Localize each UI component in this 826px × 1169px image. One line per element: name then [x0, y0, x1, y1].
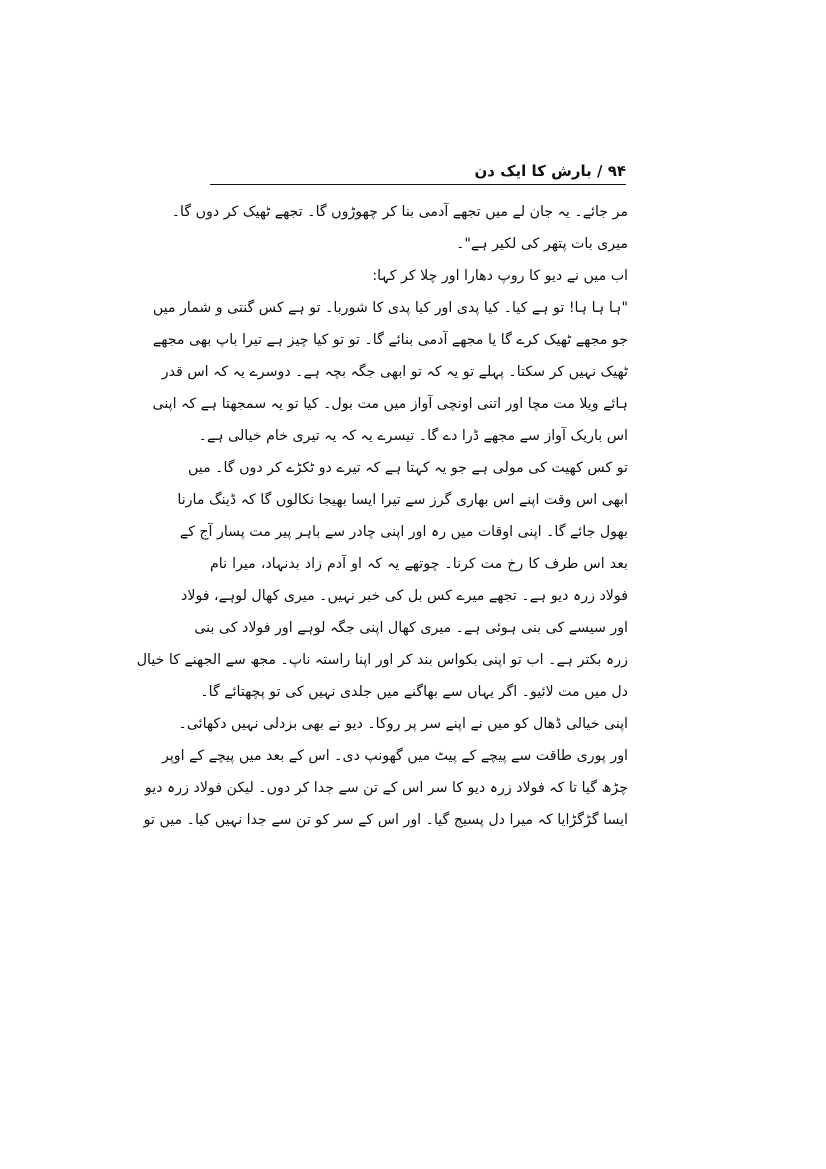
text-line: اپنی خیالی ڈھال کو میں نے اپنے سر پر روکا۔ دیو نے بھی بزدلی نہیں دکھائی۔: [178, 716, 628, 732]
book-title: بارش کا ایک دن: [474, 162, 592, 180]
text-line: میری بات پتھر کی لکیر ہے"۔: [456, 236, 628, 252]
header-separator: /: [596, 162, 603, 180]
body-text: [136, 196, 628, 836]
text-line: ٹھیک نہیں کر سکتا۔ پہلے تو یہ کہ تو ابھی جگہ بچہ ہے۔ دوسرے یہ کہ اس قدر: [161, 364, 628, 380]
text-line: تو کس کھیت کی مولی ہے جو یہ کہتا ہے کہ تیرے دو ٹکڑے کر دوں گا۔ میں: [187, 460, 628, 476]
text-line: اس باریک آواز سے مجھے ڈرا دے گا۔ تیسرے یہ کہ یہ تیری خام خیالی ہے۔: [198, 428, 628, 444]
text-line: بھول جائے گا۔ اپنی اوقات میں رہ اور اپنی چادر سے باہر پیر مت پسار آج کے: [179, 524, 628, 540]
text-line: ہائے ویلا مت مچا اور اتنی اونچی آواز میں مت بول۔ کیا تو یہ سمجھتا ہے کہ اپنی: [152, 396, 628, 412]
header-rule: [210, 184, 626, 185]
text-line: ایسا گڑگڑایا کہ میرا دل پسیج گیا۔ اور اس کے سر کو تن سے جدا نہیں کیا۔ میں تو: [143, 812, 628, 828]
text-line: زرہ بکتر ہے۔ اب تو اپنی بکواس بند کر اور اپنا راستہ ناپ۔ مجھ سے الجھنے کا خیال: [136, 652, 628, 668]
text-line: دل میں مت لائیو۔ اگر یہاں سے بھاگنے میں جلدی نہیں کی تو پچھتائے گا۔: [200, 684, 628, 700]
text-line: بعد اس طرف کا رخ مت کرنا۔ چوتھے یہ کہ او آدم زاد بدنہاد، میرا نام: [210, 556, 628, 572]
text-line: جو مجھے ٹھیک کرے گا یا مجھے آدمی بنائے گا۔ تو تو کیا چیز ہے تیرا باپ بھی مجھے: [152, 332, 628, 348]
text-line: اور سیسے کی بنی ہوئی ہے۔ میری کھال اپنی جگہ لوہے اور فولاد کی بنی: [194, 620, 628, 636]
running-header: [210, 158, 626, 184]
text-line: ابھی اس وقت اپنے اس بھاری گرز سے تیرا ایسا بھیجا نکالوں گا کہ ڈینگ مارنا: [177, 492, 628, 508]
text-line: مر جائے۔ یہ جان لے میں تجھے آدمی بنا کر چھوڑوں گا۔ تجھے ٹھیک کر دوں گا۔: [171, 204, 628, 220]
text-line: اب میں نے دیو کا روپ دھارا اور چلا کر کہا:: [372, 268, 628, 284]
page-number: ۹۴: [607, 162, 626, 180]
text-line: فولاد زرہ دیو ہے۔ تجھے میرے کس بل کی خبر نہیں۔ میری کھال لوہے، فولاد: [181, 588, 628, 604]
text-line: اور پوری طاقت سے پیچے کے پیٹ میں گھونپ دی۔ اس کے بعد میں پیچے کے اوپر: [162, 748, 628, 764]
text-line: چڑھ گیا تا کہ فولاد زرہ دیو کا سر اس کے تن سے جدا کر دوں۔ لیکن فولاد زرہ دیو: [144, 780, 628, 796]
text-line: "ہا ہا ہا! تو ہے کیا۔ کیا پدی اور کیا پدی کا شوربا۔ تو ہے کس گنتی و شمار میں: [152, 300, 628, 316]
